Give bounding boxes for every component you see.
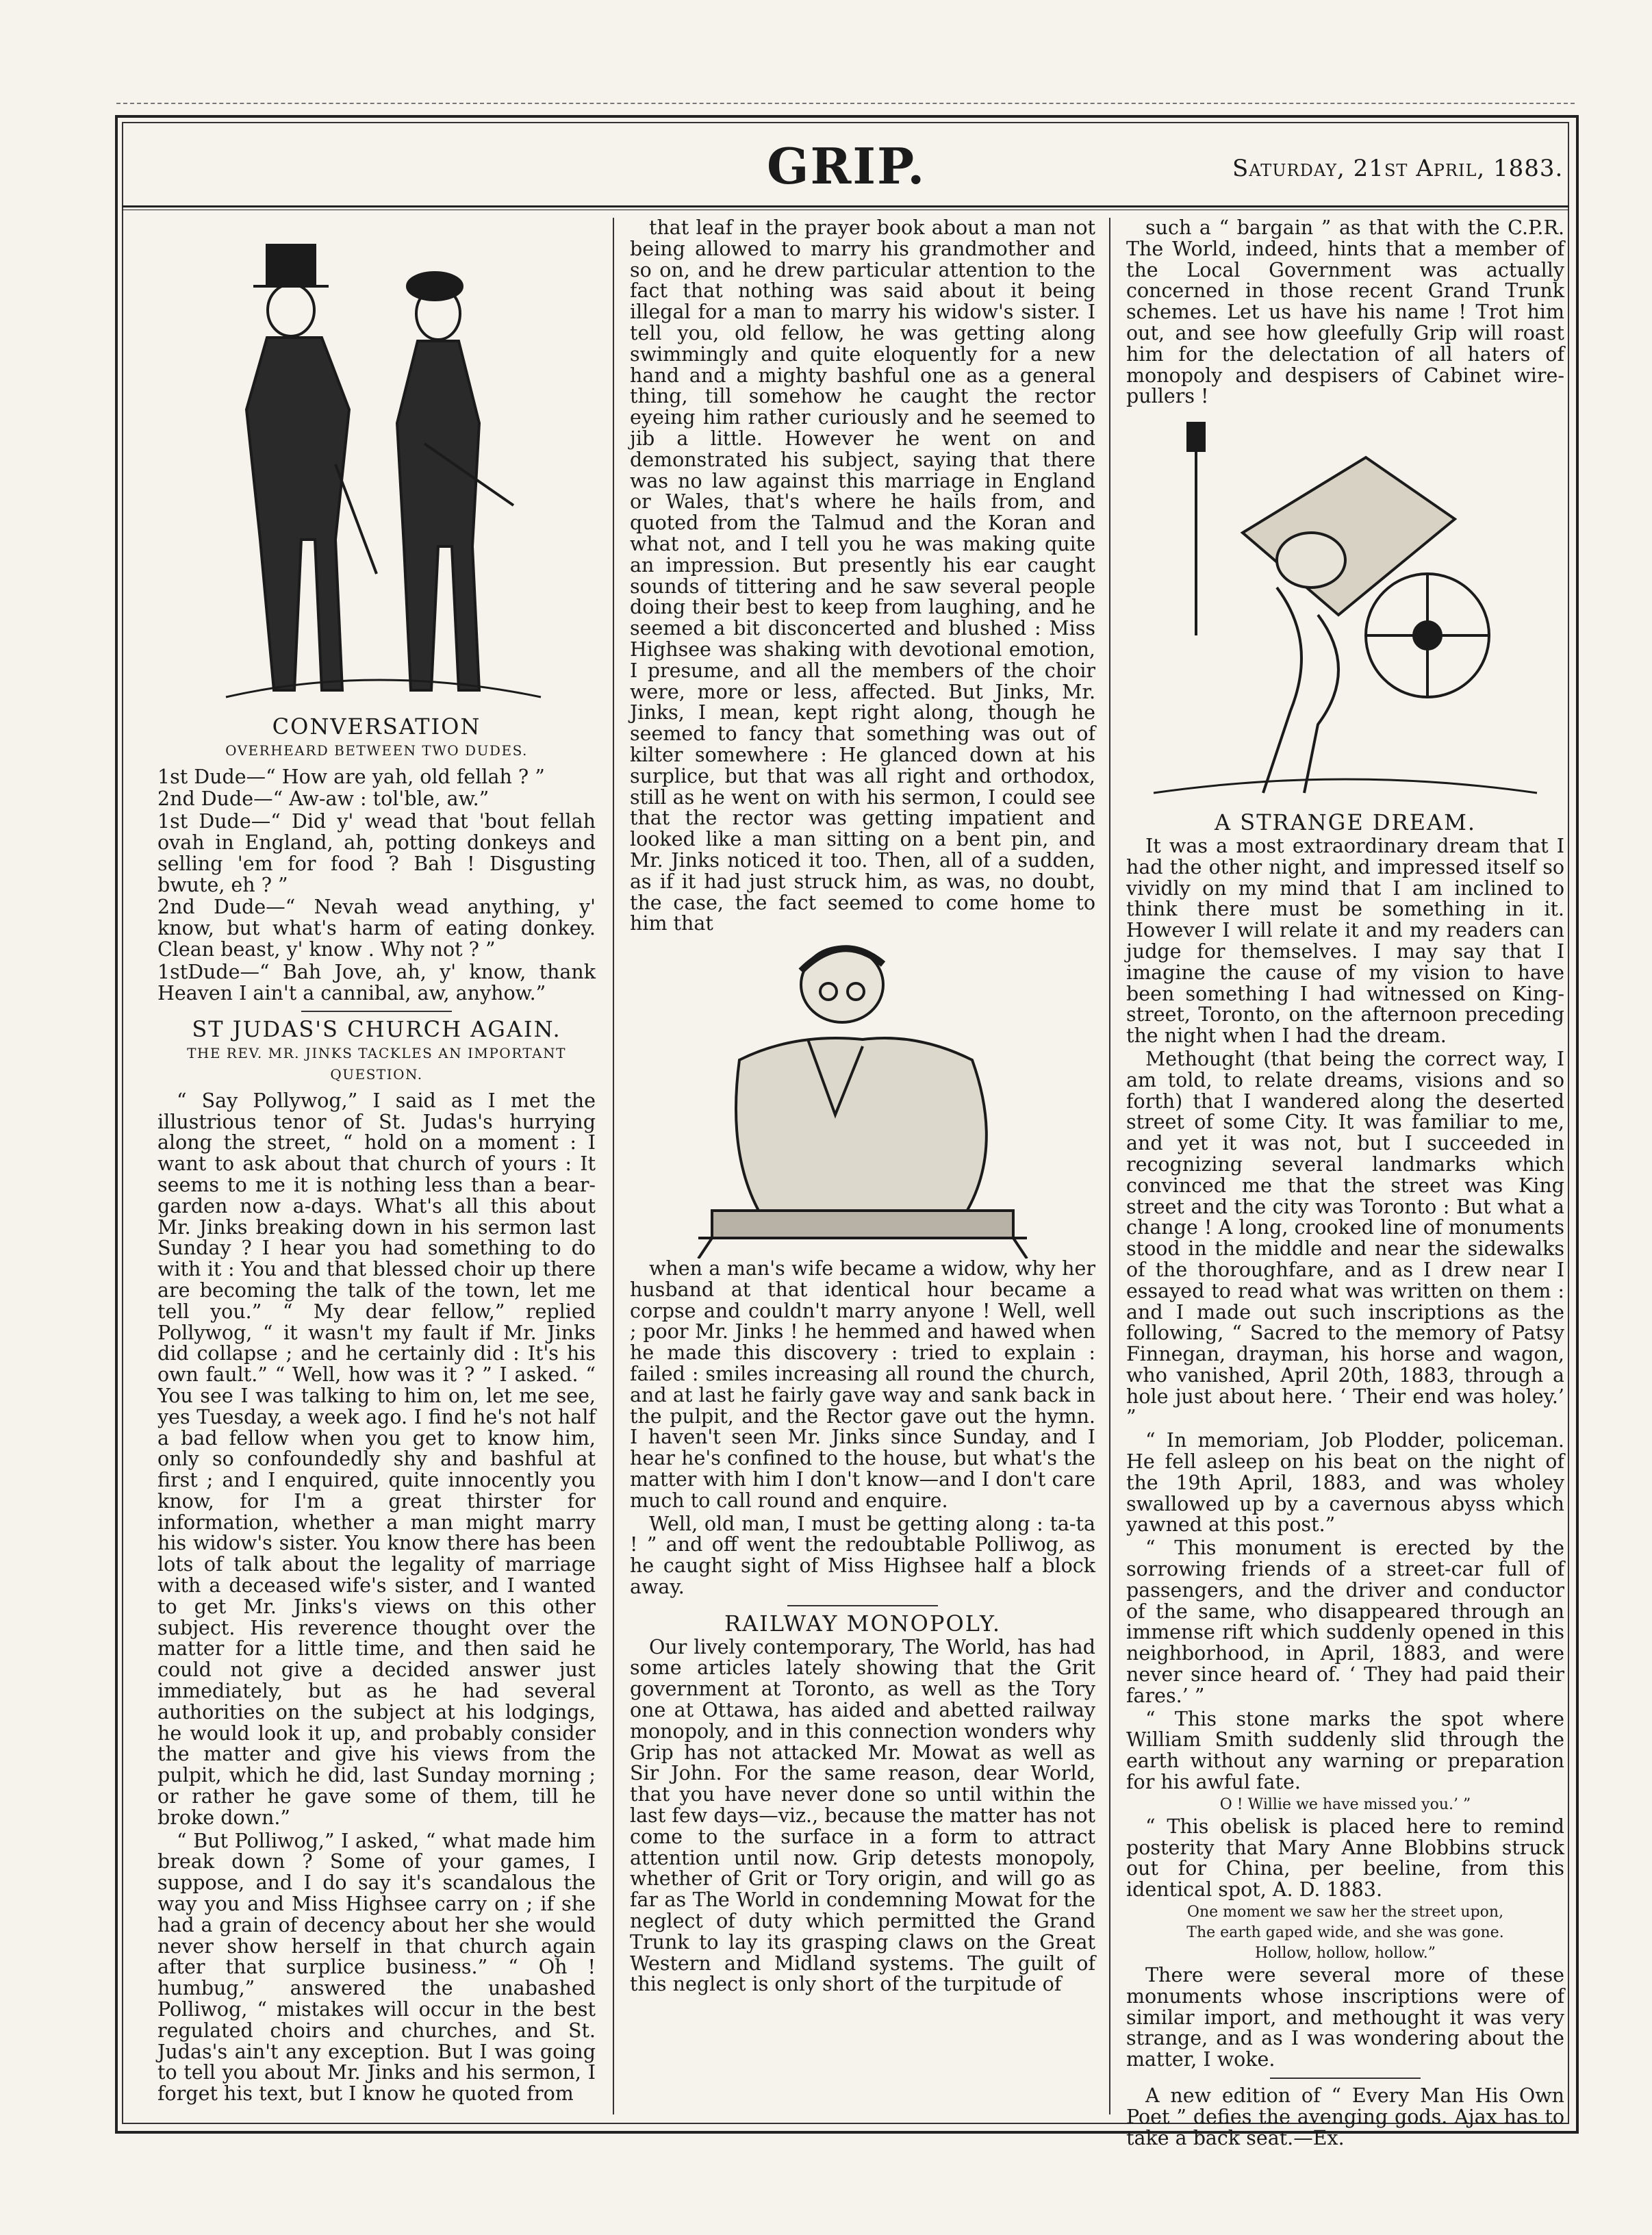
dialog-line: 2nd Dude—“ Nevah wead anything, y' know, but what's harm of eating donkey. Clean beast, y' know . Why not ? ” xyxy=(157,896,596,961)
two-dudes-illustration xyxy=(199,218,555,711)
article-paragraph: “ Say Pollywog,” I said as I met the illustrious tenor of St. Judas's hurrying along the street, “ hold on a moment : I want to ask about that church of yours : It seems to me it is nothing less than a bear-garden now a-days. What's all this about Mr. Jinks breaking down in his sermon last Sunday ? I hear you had something to do with it : You and that blessed choir up there are becoming the talk of the town, let me tell you.” “ My dear fellow,” replied Pollywog, “ it wasn't my fault if Mr. Jinks did collapse ; and he certainly did : It's his own fault.” “ Well, how was it ? ” I asked. “ You see I was talking to him on, let me see, yes Tuesday, a week ago. I find he's not half a bad fellow when you get to know him, only so confoundedly shy and bashful at first ; and I enquired, quite innocently you know, for I'm a great thirster for information, whether a man might marry his widow's sister. You know there has been lots of talk about the legality of marriage with a deceased wife's sister, and I wanted to get Mr. Jinks's views on this other subject. His reverence thought over the matter for a little time, and then said he could not give a decided answer just immediately, but as he had several authorities on the subject at his lodgings, he would look it up, and probably consider the matter and give his views from the pulpit, which he did, last Sunday morning ; or rather he gave some of them, till he broke down.” xyxy=(157,1089,596,1829)
article-heading: RAILWAY MONOPOLY. xyxy=(724,1610,1002,1637)
article-paragraph: “ This obelisk is placed here to remind posterity that Mary Anne Blobbins struck out for China, per beeline, from this identical spot, A. D. 1883. xyxy=(1126,1815,1564,1902)
column-divider-2 xyxy=(1109,218,1110,2114)
article-paragraph: It was a most extraordinary dream that I had the other night, and impressed itself so vividly on my mind that I am inclined to think there must be something in it. However I will relate it and my readers can judge for themselves. I may say that I imagine the cause of my vision to have been something I had witnessed on King-street, Toronto, on the afternoon preceding the night when I had the dream. xyxy=(1126,834,1564,1048)
article-paragraph: “ This stone marks the spot where William Smith suddenly slid through the earth without any warning or preparation for his awful fate. xyxy=(1126,1707,1564,1794)
article-paragraph: “ This monument is erected by the sorrowing friends of a street-car full of passengers, and the driver and conductor of the same, who disappeared through an immense rift which suddenly opened in this neighborhood, in April, 1883, and were never since heard of. ‘ They had paid their fares.’ ” xyxy=(1126,1537,1564,1707)
article-paragraph: “ In memoriam, Job Plodder, policeman. He fell asleep on his beat on the night of the 19th April, 1883, and was wholey swallowed up by a cavernous abyss which yawned at this post.” xyxy=(1126,1429,1564,1537)
illustration-caption: CONVERSATION xyxy=(272,714,481,740)
article-paragraph: such a “ bargain ” as that with the C.P.R. The World, indeed, hints that a member of the Local Government was actually concerned in those recent Grand Trunk schemes. Let us have his name ! Trot him out, and see how gleefully Grip will roast him for the delectation of all haters of monopoly and despisers of Cabinet wire-pullers ! xyxy=(1126,216,1564,408)
top-edge-ornament xyxy=(116,103,1575,108)
column-2 xyxy=(630,218,1095,1997)
poem-line: O ! Willie we have missed you.’ ” xyxy=(1219,1795,1471,1813)
separator-rule xyxy=(301,1011,452,1012)
article-heading: ST JUDAS'S CHURCH AGAIN. xyxy=(192,1016,561,1043)
article-paragraph: There were several more of these monuments whose inscriptions were of similar import, and methought it was very strange, and as I was wondering about the matter, I woke. xyxy=(1126,1964,1564,2071)
poem-line: One moment we saw her the street upon, xyxy=(1186,1904,1504,1921)
illustration-subcaption: OVERHEARD BETWEEN TWO DUDES. xyxy=(225,742,528,759)
poem-line: The earth gaped wide, and she was gone. xyxy=(1186,1924,1504,1942)
poem-line: Hollow, hollow, hollow.” xyxy=(1254,1945,1436,1962)
strange-dream-illustration xyxy=(1140,409,1551,807)
article-paragraph: when a man's wife became a widow, why her husband at that identical hour became a corpse and couldn't marry anyone ! Well, well ; poor Mr. Jinks ! he hemmed and hawed when he made this discovery : tried to explain : failed : smiles increasing all round the church, and at last he fairly gave way and sank back in the pulpit, and the Rector gave out the hymn. I haven't seen Mr. Jinks since Sunday, and I hear he's confined to the house, but what's the matter with him I don't know—and I don't care much to call round and enquire. xyxy=(630,1257,1095,1512)
separator-rule xyxy=(1270,2078,1421,2079)
column-3 xyxy=(1126,218,1564,2151)
dialog-line: 1stDude—“ Bah Jove, ah, y' know, thank Heaven I ain't a cannibal, aw, anyhow.” xyxy=(157,960,596,1005)
column-divider-1 xyxy=(613,218,614,2114)
separator-rule xyxy=(787,1605,938,1606)
preacher-illustration xyxy=(657,937,1068,1259)
masthead-title: GRIP. xyxy=(767,137,926,195)
article-paragraph: “ But Polliwog,” I asked, “ what made him break down ? Some of your games, I suppose, and I do say it's scandalous the way you and Miss Highsee carry on ; if she had a grain of decency about her she would never show herself in that church again after that surplice business.” “ Oh ! humbug,” answered the unabashed Polliwog, “ mistakes will occur in the best regulated choirs and churches, and St. Judas's ain't any exception. But I was going to tell you about Mr. Jinks and his sermon, I forget his text, but I know he quoted from xyxy=(157,1829,596,2106)
column-1 xyxy=(157,218,596,2107)
masthead-rule xyxy=(122,205,1569,207)
dialog-line: 1st Dude—“ How are yah, old fellah ? ” xyxy=(157,765,545,788)
masthead-date: Saturday, 21st April, 1883. xyxy=(1232,155,1564,182)
article-paragraph: Methought (that being the correct way, I am told, to relate dreams, visions and so forth) that I wandered along the deserted street of some City. It was familiar to me, and yet it was not, but I succeeded in recognizing several landmarks which convinced me that the street was King street and the city was Toronto : But what a change ! A long, crooked line of monuments stood in the middle and near the sidewalks of the thoroughfare, and as I drew near I essayed to read what was written on them : and I made out such inscriptions as the following, “ Sacred to the memory of Patsy Finnegan, drayman, his horse and wagon, who vanished, April 20th, 1883, through a hole just about here. ‘ Their end was holey.’ ” xyxy=(1126,1047,1564,1429)
dialog-line: 2nd Dude—“ Aw-aw : tol'ble, aw.” xyxy=(157,787,490,811)
article-heading: A STRANGE DREAM. xyxy=(1215,809,1476,836)
article-paragraph: A new edition of “ Every Man His Own Poet ” defies the avenging gods. Ajax has to take a back seat.—Ex. xyxy=(1126,2084,1564,2149)
dialog-line: 1st Dude—“ Did y' wead that 'bout fellah ovah in England, ah, potting donkeys and selling 'em for food ? Bah ! Disgusting bwute, eh ? ” xyxy=(157,810,596,896)
article-paragraph: that leaf in the prayer book about a man not being allowed to marry his grandmother and so on, and he drew particular attention to the fact that nothing was said about it being illegal for a man to marry his widow's sister. I tell you, old fellow, he was getting along swimmingly and quite eloquently for a new hand and a mighty bashful one as a general thing, till somehow he caught the rector eyeing him rather curiously and he seemed to jib a little. However he went on and demonstrated his subject, saying that there was no law against this marriage in England or Wales, that's where he hails from, and quoted from the Talmud and the Koran and what not, and I tell you he was making quite an impression. But presently his ear caught sounds of tittering and he saw several people doing their best to keep from laughing, and he seemed a bit disconcerted and blushed : Miss Highsee was shaking with devotional emotion, I presume, and all the members of the choir were, more or less, affected. But Jinks, Mr. Jinks, I mean, kept right along, though he seemed to fancy that something was out of kilter somewhere : He glanced down at his surplice, but that was all right and orthodox, still as he went on with his sermon, I could see that the rector was getting impatient and looked like a man sitting on a bent pin, and Mr. Jinks noticed it too. Then, all of a sudden, as if it had just struck him, as was, no doubt, the case, the fact seemed to come home to him that xyxy=(630,216,1095,935)
article-subheading: THE REV. MR. JINKS TACKLES AN IMPORTANT QUESTION. xyxy=(187,1045,566,1083)
article-paragraph: Our lively contemporary, The World, has had some articles lately showing that the Grit government at Toronto, as well as the Tory one at Ottawa, has aided and abetted railway monopoly, and in this connection wonders why Grip has not attacked Mr. Mowat as well as Sir John. For the same reason, dear World, that you have never done so until within the last few days—viz., because the matter has not come to the surface in a form to attract attention until now. Grip detests monopoly, whether of Grit or Tory origin, and will go as far as The World in condemning Mowat for the neglect of duty which permitted the Grand Trunk to lay its grasping claws on the Great Western and Midland systems. The guilt of this neglect is only short of the turpitude of xyxy=(630,1635,1095,1996)
dialog-block xyxy=(157,767,596,1005)
article-paragraph: Well, old man, I must be getting along : ta-ta ! ” and off went the redoubtable Polliwog, as he caught sight of Miss Highsee half a block away. xyxy=(630,1512,1095,1599)
